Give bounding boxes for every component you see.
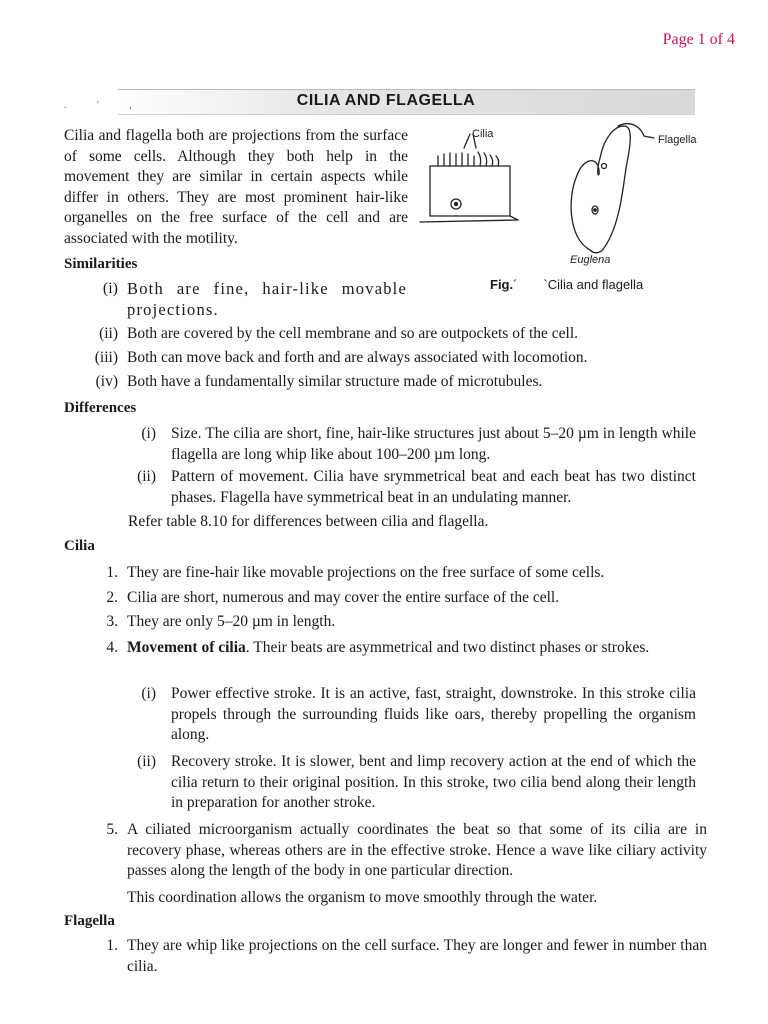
figure-caption <box>490 277 643 292</box>
difference-text: Pattern of movement. Cilia have srymmetrical beat and each beat has two distinct phases. Flagella have symmetrical beat in an undulating manner. <box>171 468 696 506</box>
cilia-heading: Cilia <box>64 538 95 554</box>
figure-caption-mark: ´ <box>513 277 518 292</box>
top-marks: . ' , <box>64 100 146 111</box>
cilia-text: They are fine-hair like movable projections on the free surface of some cells. <box>127 564 605 581</box>
label-euglena: Euglena <box>570 254 611 266</box>
flagellum <box>618 124 644 136</box>
cilia-num: 3. <box>106 613 118 630</box>
substrate-line <box>420 220 518 222</box>
cilia-num: 4. <box>106 639 118 656</box>
similarity-text: Both are fine, hair-like movable projections. <box>127 279 407 319</box>
page-number: Page 1 of 4 <box>662 31 735 48</box>
coordination-note: This coordination allows the organism to move smoothly through the water. <box>127 889 598 906</box>
movement-of-cilia-desc: . Their beats are asymmetrical and two distinct phases or strokes. <box>245 639 650 656</box>
difference-text: Size. The cilia are short, fine, hair-like structures just about 5–20 µm in length while flagella are long whip like about 100–200 µm long. <box>171 425 696 463</box>
flagella-text: They are whip like projections on the cell surface. They are longer and fewer in number than cilia. <box>127 937 707 975</box>
figure-caption-prefix: Fig. <box>490 277 514 292</box>
cilia-text: A ciliated microorganism actually coordinates the beat so that some of its cilia are in recovery phase, whereas others are in the effective stroke. Hence a wave like ciliary activity passes along the length of the body in one particular direction. <box>127 821 707 879</box>
similarity-num: (iii) <box>94 349 118 366</box>
flagella-heading: Flagella <box>64 913 115 929</box>
similarity-text: Both are covered by the cell membrane and so are outpockets of the cell. <box>127 325 579 342</box>
differences-heading: Differences <box>64 400 137 416</box>
intro-paragraph: Cilia and flagella both are projections from the surface of some cells. Although they both help in the movement they are similar in certain aspects while differ in others. They are most prominent hair-like organelles on the free surface of the cell and are associated with the motility. <box>64 127 408 247</box>
figure-caption-text: `Cilia and flagella <box>543 277 644 292</box>
label-flagella: Flagella <box>658 134 697 146</box>
cilia-num: 2. <box>106 589 118 606</box>
cilia-text: Cilia are short, numerous and may cover the entire surface of the cell. <box>127 589 560 606</box>
cilia-text: They are only 5–20 µm in length. <box>127 613 336 630</box>
ciliated-cell-body <box>430 166 510 216</box>
similarity-text: Both can move back and forth and are always associated with locomotion. <box>127 349 588 366</box>
difference-num: (i) <box>141 425 156 442</box>
cilia-sub-text: Power effective stroke. It is an active, fast, straight, downstroke. In this stroke cilia propels through the surrounding fluids like oars, thereby propelling the organism along. <box>171 685 696 743</box>
difference-num: (ii) <box>137 468 156 485</box>
differences-refer-note: Refer table 8.10 for differences between cilia and flagella. <box>128 513 489 530</box>
euglena-body <box>571 126 630 253</box>
cilia-text <box>127 638 707 659</box>
similarity-num: (iv) <box>95 373 118 390</box>
movement-of-cilia-term: Movement of cilia <box>127 639 246 656</box>
page-title: CILIA AND FLAGELLA <box>296 92 476 109</box>
cilia-num: 5. <box>106 821 118 838</box>
cilia-sub-num: (i) <box>141 685 156 702</box>
similarity-num: (ii) <box>99 325 118 342</box>
cilia-sub-text: Recovery stroke. It is slower, bent and limp recovery action at the end of which the cilia return to their original position. In this stroke, two cilia bend along their length in preparation for another stroke. <box>171 753 696 811</box>
cilia-sub-num: (ii) <box>137 753 156 770</box>
similarity-num: (i) <box>102 280 118 297</box>
label-cilia: Cilia <box>472 128 494 140</box>
similarity-text: Both have a fundamentally similar structure made of microtubules. <box>127 373 543 390</box>
similarities-heading: Similarities <box>64 256 138 272</box>
flagella-num: 1. <box>106 937 118 954</box>
cilia-flagella-figure <box>418 118 718 298</box>
cilia-num: 1. <box>106 564 118 581</box>
